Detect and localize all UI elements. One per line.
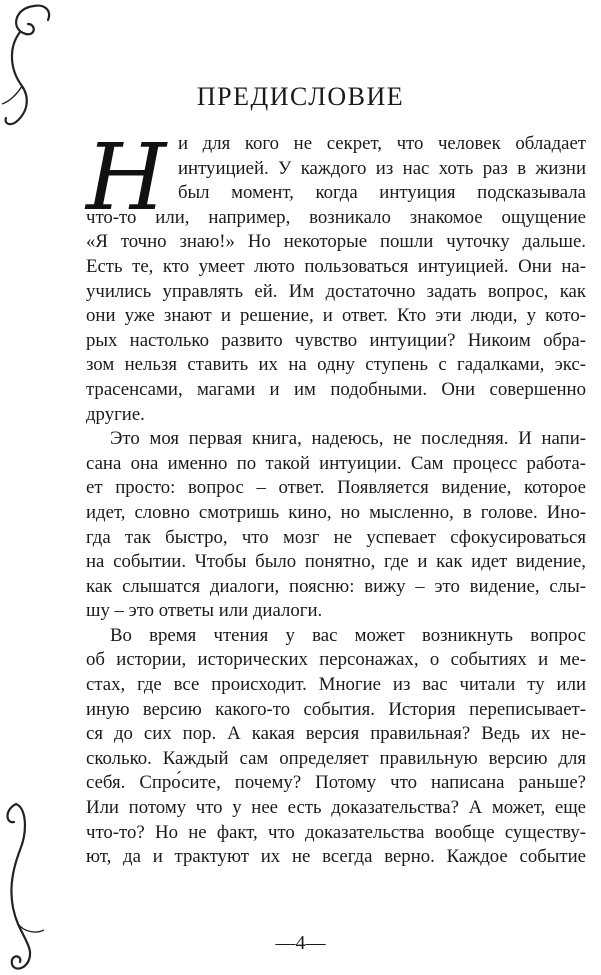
paragraph-1: [86, 124, 586, 427]
text-line: стах, где все происходит. Многие из вас читали ту или: [86, 674, 586, 696]
text-line: Есть те, кто умеет лютo пользоваться интуицией. Они на-: [86, 255, 586, 277]
text-line: что-то? Но не факт, что доказательства вообще существу-: [86, 821, 586, 843]
text-line: зом нельзя ставить их на одну ступень с гадалками, экс-: [86, 354, 586, 376]
paragraph-2: [86, 427, 586, 624]
drop-cap: Н: [86, 124, 167, 231]
text-line: ет просто: вопрос – ответ. Появляется видение, которое: [86, 477, 586, 499]
text-line: сколько. Каждый сам определяет правильную версию для: [86, 747, 586, 769]
body-text: [86, 124, 586, 870]
chapter-title: ПРЕДИСЛОВИЕ: [196, 82, 405, 111]
text-line: как слышатся диалоги, поясню: вижу – это видение, слы-: [86, 575, 586, 597]
text-line: ют, да и трактуют их не всегда верно. Каждое событие: [86, 846, 586, 868]
text-line: Или потому что у нее есть доказательства? А может, еще: [86, 797, 586, 819]
text-line: Во время чтения у вас может возникнуть вопрос: [110, 624, 586, 646]
text-line: на событии. Чтобы было понятно, где и как идет видение,: [86, 551, 586, 573]
text-line: был момент, когда интуиция подсказывала: [178, 182, 586, 204]
text-line: трасенсами, магами и им подобными. Они совершенно: [86, 378, 586, 400]
text-line: Это моя первая книга, надеюсь, не последняя. И напи-: [110, 428, 586, 450]
text-line: иную версию какого-то события. История переписывает-: [86, 698, 586, 720]
text-line: и для кого не секрет, что человек обладает: [178, 133, 586, 154]
text-line: учились управлять ей. Им достаточно задать вопрос, как: [86, 280, 586, 302]
text-line: что-то или, например, возникало знакомое ощущение: [86, 206, 586, 228]
text-line: рых настолько развито чувство интуиции? Никоим обра-: [86, 329, 586, 351]
text-line: идет, словно смотришь кино, но мысленно, в голове. Ино-: [86, 501, 586, 523]
page-number: —4—: [275, 932, 326, 954]
text-line: себя. Спро́сите, почему? Потому что написана раньше?: [86, 772, 586, 794]
text-line: ся до сих пор. А какая версия правильная? Ведь их не-: [86, 723, 586, 745]
text-line: «Я точно знаю!» Но некоторые пошли чуточку дальше.: [86, 231, 586, 253]
paragraph-3: [86, 624, 586, 870]
text-line: сана она именно по такой интуиции. Сам процесс работа-: [86, 452, 586, 474]
text-line: интуицией. У каждого из нас хоть раз в жизни: [178, 157, 586, 179]
text-line: они уже знают и решение, и ответ. Кто эти люди, у кото-: [86, 305, 586, 327]
text-line: другие.: [86, 403, 145, 425]
text-line: шу – это ответы или диалоги.: [86, 600, 323, 622]
text-line: об истории, исторических персонажах, о событиях и ме-: [86, 649, 586, 671]
text-line: гда так быстро, что мозг не успевает сфокусироваться: [86, 526, 586, 548]
